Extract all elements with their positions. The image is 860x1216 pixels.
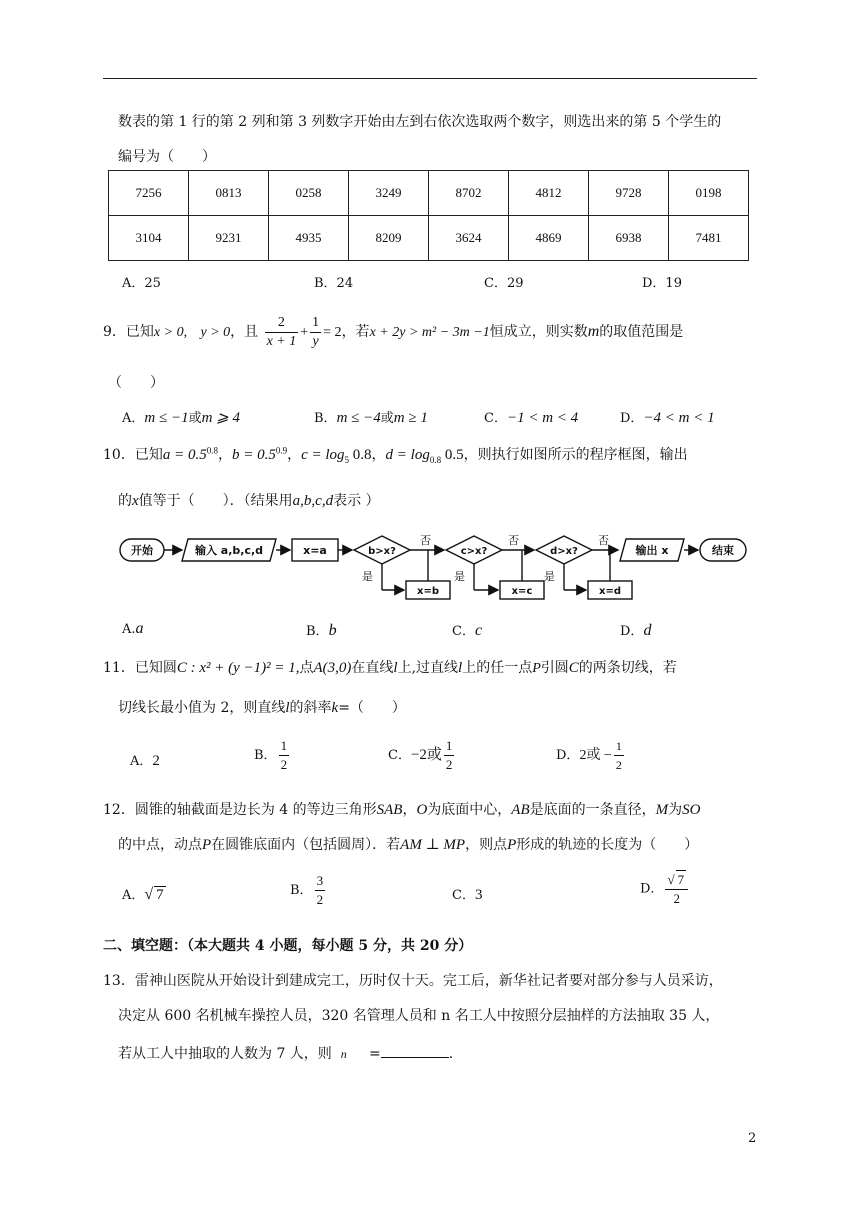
- q8-option-d: D．19: [642, 276, 682, 291]
- q9-equals-2: = 2: [323, 325, 342, 340]
- flow-yes-label-2: 是: [454, 570, 465, 583]
- table-cell: 3104: [109, 216, 189, 261]
- flow-decision-1-label: b>x?: [368, 546, 396, 557]
- q11-text: 上的任一点: [462, 660, 533, 676]
- q11-option-c: [388, 737, 456, 774]
- fraction-denominator: 2: [280, 757, 288, 772]
- flow-yes-label-3: 是: [544, 570, 555, 583]
- fraction-numerator: 1: [444, 737, 455, 756]
- q11-text: 点: [299, 660, 314, 676]
- q12-stem-line2: [118, 834, 698, 854]
- q12-text: ，则点: [465, 837, 508, 853]
- q12-var-o: O: [416, 802, 428, 818]
- flow-step-2-label: x=c: [511, 586, 533, 597]
- table-cell: 4869: [509, 216, 589, 261]
- q11-text: 的斜率: [289, 700, 332, 716]
- q12-text: 为底面中心，: [427, 802, 512, 818]
- q11-point-a: A(3,0): [313, 660, 352, 676]
- table-row: [109, 171, 749, 216]
- table-cell: 0813: [189, 171, 269, 216]
- q11-option-a: [130, 750, 160, 770]
- option-label: D．: [556, 748, 580, 763]
- q8-option-c: C．29: [484, 276, 524, 291]
- q8-option-b: B．24: [314, 276, 354, 291]
- option-math: c: [474, 622, 483, 639]
- option-math: m ≤ −1: [144, 410, 189, 426]
- option-math: 2: [152, 753, 160, 769]
- option-math: m ≤ −4: [336, 410, 381, 426]
- q10-a-exp: 0.8: [206, 445, 218, 456]
- option-or: 或: [188, 411, 202, 426]
- fraction-denominator: 2: [316, 892, 324, 907]
- q13-var-n: n: [340, 1047, 347, 1061]
- q12-option-c: [452, 884, 482, 904]
- q9-var-m: m: [587, 323, 600, 340]
- option-math: b: [328, 622, 337, 639]
- q12-var-p: P: [202, 837, 212, 853]
- q9-tail: 恒成立，则实数: [489, 324, 588, 340]
- fraction-numerator: 1: [614, 737, 624, 756]
- table-cell: 9728: [589, 171, 669, 216]
- q11-var-l: l: [458, 660, 463, 676]
- q12-text: 12．圆锥的轴截面是边长为 4 的等边三角形: [103, 802, 377, 818]
- q9-stem: [103, 312, 683, 353]
- flow-end-label: 结束: [712, 544, 734, 557]
- option-math: d: [643, 622, 652, 639]
- table-cell: 4935: [269, 216, 349, 261]
- q10-stem-line2: [118, 490, 380, 510]
- q11-option-b: [254, 737, 291, 774]
- q12-var-ab: AB: [511, 802, 530, 818]
- section-title: 二、填空题：（本大题共 4 小题，每小题 5 分，共 20 分）: [103, 938, 473, 954]
- flow-input-label: 输入 a,b,c,d: [194, 544, 264, 557]
- q11-circle-eq: C : x² + (y −1)² = 1,: [176, 660, 300, 676]
- q12-var-p: P: [507, 837, 517, 853]
- fraction-denominator: x + 1: [266, 333, 297, 349]
- option-math: −1 < m < 4: [506, 410, 579, 426]
- q11-var-l: l: [393, 660, 398, 676]
- q13-text: =: [368, 1046, 381, 1062]
- q11-var-l: l: [285, 700, 290, 716]
- table-cell: 7481: [669, 216, 749, 261]
- q9-cond-x: x > 0,: [153, 325, 188, 340]
- flow-no-label-2: 否: [508, 534, 519, 547]
- q9-cond-y: y > 0: [200, 325, 231, 340]
- q10-d-arg: 0.5: [441, 447, 464, 463]
- option-fraction: [315, 872, 326, 909]
- q9-option-b: [314, 407, 428, 427]
- q10-b-exp: 0.9: [275, 445, 288, 456]
- q10-b-def: b = 0.5: [231, 447, 276, 463]
- q8-line2: 编号为（ ）: [118, 149, 216, 165]
- q9-tail2: 的取值范围是: [599, 324, 684, 340]
- flow-yes-label-1: 是: [362, 570, 373, 583]
- q9-if: ，若: [341, 324, 370, 340]
- option-math: 2或 −: [579, 748, 612, 763]
- answer-blank[interactable]: [381, 1045, 449, 1058]
- header-rule: [103, 78, 757, 79]
- flow-no-label-1: 否: [420, 534, 431, 547]
- q10-option-b: [306, 620, 337, 640]
- q12-text: 形成的轨迹的长度为（ ）: [516, 837, 699, 853]
- q12-triangle: SAB: [376, 802, 403, 818]
- q9-option-d: [620, 407, 715, 427]
- table-row: [109, 216, 749, 261]
- option-math: −2或: [410, 747, 442, 763]
- q12-condition: AM ⊥ MP: [400, 837, 466, 853]
- q10-c-base: 5: [344, 454, 350, 465]
- q8-line1: 数表的第 1 行的第 2 列和第 3 列数字开始由左到右依次选取两个数字，则选出来的第 5 个学生的: [118, 114, 722, 130]
- q10-option-c: [452, 620, 482, 640]
- table-cell: 8209: [349, 216, 429, 261]
- q11-number: 11．已知圆: [103, 660, 177, 676]
- q11-text: 引圆: [540, 660, 569, 676]
- sqrt-arg: 7: [677, 872, 685, 887]
- q9-fraction-2: [310, 314, 321, 351]
- q10-line2a: 的: [118, 493, 132, 509]
- table-cell: 4812: [509, 171, 589, 216]
- q12-text: 为: [668, 802, 683, 818]
- q10-number: 10．已知: [103, 447, 163, 463]
- q9-fraction-1: [265, 314, 299, 351]
- q9-number: 9．已知: [103, 324, 154, 340]
- q10-a-def: a = 0.5: [162, 447, 207, 463]
- table-cell: 8702: [429, 171, 509, 216]
- option-math: a: [135, 620, 144, 637]
- flow-output-label: 输出 x: [635, 544, 669, 557]
- option-label: D．: [620, 411, 644, 426]
- flow-step-1-label: x=b: [417, 586, 439, 597]
- table-cell: 7256: [109, 171, 189, 216]
- option-label: A.: [122, 622, 136, 637]
- fraction-numerator: √ 7: [665, 870, 688, 890]
- q11-var-p: P: [532, 661, 541, 676]
- q10-stem-line1: 10．已知$a = 0.5^{0.8}$，$b = 0.5^{0.9}$，$c = \log_5 0.8$，$d = \log_{0.8} 0.5$，则执行如图所示的程序框图，输出: [103, 445, 688, 465]
- q12-var-so: SO: [682, 802, 701, 818]
- option-fraction: [444, 737, 455, 774]
- q11-stem-line2: [118, 697, 406, 717]
- q13-line1: 13．雷神山医院从开始设计到建成完工，历时仅十天。完工后，新华社记者要对部分参与人员采访，: [103, 973, 723, 989]
- fraction-numerator: 3: [315, 872, 326, 891]
- option-fraction: [614, 737, 624, 774]
- q13-text: .: [448, 1046, 454, 1062]
- q12-option-d: [640, 870, 690, 908]
- flow-assign-label: x=a: [303, 544, 327, 557]
- option-label: D．: [640, 881, 664, 897]
- q13-line3: [118, 1043, 453, 1063]
- q10-d-def: d = log: [385, 447, 430, 463]
- option-label: A．: [122, 411, 145, 426]
- q11-var-k: k: [331, 700, 339, 716]
- q10-line2c: 表示 ）: [333, 493, 380, 509]
- option-label: B．: [290, 883, 313, 898]
- option-math: m ≥ 1: [393, 410, 428, 426]
- random-number-table: [108, 170, 749, 261]
- q11-var-c: C: [568, 660, 579, 676]
- option-fraction: [665, 870, 688, 908]
- table-cell: 0258: [269, 171, 349, 216]
- q10-d-base: 0.8: [429, 454, 442, 465]
- q10-vars: a,b,c,d: [292, 493, 334, 509]
- fraction-denominator: 2: [615, 758, 622, 772]
- q13-line2: 决定从 600 名机械车操控人员，320 名管理人员和 n 名工人中按照分层抽样的方法抽取 35 人，: [118, 1008, 720, 1024]
- option-label: C．: [452, 888, 475, 903]
- fraction-denominator: 2: [445, 757, 453, 772]
- q10-line2b: 值等于（ ）．（结果用: [138, 493, 293, 509]
- option-label: A．: [122, 888, 145, 903]
- q12-var-m: M: [655, 802, 669, 818]
- q10-c-arg: 0.8: [349, 447, 372, 463]
- q10-option-d: [620, 620, 651, 640]
- q12-text: 是底面的一条直径，: [529, 802, 656, 818]
- q9-and: ，且: [230, 324, 259, 340]
- table-cell: 9231: [189, 216, 269, 261]
- option-label: B．: [254, 748, 277, 763]
- flow-step-3-label: x=d: [599, 586, 621, 597]
- option-math: −4 < m < 1: [643, 410, 715, 426]
- option-fraction: [279, 737, 290, 774]
- option-or: 或: [380, 411, 394, 426]
- q9-option-c: [484, 407, 578, 427]
- q11-option-d: [556, 737, 626, 774]
- page-number: 2: [748, 1131, 757, 1146]
- q12-option-b: [290, 872, 327, 909]
- table-cell: 6938: [589, 216, 669, 261]
- fraction-numerator: 2: [265, 314, 299, 333]
- q10-flowchart: [118, 528, 753, 604]
- q13-text: 若从工人中抽取的人数为 7 人，则: [118, 1046, 332, 1062]
- q11-text: =（ ）: [338, 700, 406, 716]
- option-math: m ⩾ 4: [201, 410, 240, 426]
- fraction-denominator: 2: [673, 891, 680, 906]
- fraction-numerator: 1: [310, 314, 321, 333]
- fraction-numerator: 1: [279, 737, 290, 756]
- q12-stem-line1: [103, 799, 700, 819]
- q12-text: 在圆锥底面内（包括圆周）．若: [211, 837, 401, 853]
- q11-stem-line1: [103, 657, 677, 677]
- option-label: A．: [130, 754, 153, 769]
- option-label: B．: [314, 411, 337, 426]
- table-cell: 3249: [349, 171, 429, 216]
- q10-tail: ，则执行如图所示的程序框图，输出: [463, 447, 688, 463]
- flow-no-label-3: 否: [598, 534, 609, 547]
- option-label: C．: [388, 748, 411, 763]
- q11-text: 在直线: [351, 660, 394, 676]
- option-math: 7: [156, 887, 164, 903]
- q9-plus: +: [300, 325, 309, 340]
- q10-c-def: c = log: [301, 447, 345, 463]
- flow-decision-2-label: c>x?: [460, 546, 488, 557]
- flow-start-label: 开始: [131, 544, 153, 557]
- q9-option-a: [122, 407, 240, 427]
- option-label: B．: [306, 624, 329, 639]
- option-label: C．: [452, 624, 475, 639]
- option-math: 3: [474, 887, 483, 903]
- option-label: C．: [484, 411, 507, 426]
- q10-option-a: [122, 620, 144, 638]
- q8-option-a: A．25: [122, 276, 161, 291]
- q12-text: ，: [402, 802, 417, 818]
- q12-option-a: A．√ 7: [122, 886, 164, 903]
- q11-text: 上,过直线: [397, 660, 459, 676]
- option-label: D．: [620, 624, 644, 639]
- q11-text: 切线长最小值为 2，则直线: [118, 700, 286, 716]
- q11-text: 的两条切线，若: [578, 660, 677, 676]
- flow-decision-3-label: d>x?: [550, 546, 578, 557]
- q9-inequality: x + 2y > m² − 3m −1: [369, 325, 490, 340]
- q12-text: 的中点，动点: [118, 837, 202, 853]
- q10-var-x: x: [132, 493, 139, 509]
- fraction-denominator: y: [312, 333, 319, 349]
- q9-paren: （ ）: [108, 375, 164, 391]
- table-cell: 0198: [669, 171, 749, 216]
- table-cell: 3624: [429, 216, 509, 261]
